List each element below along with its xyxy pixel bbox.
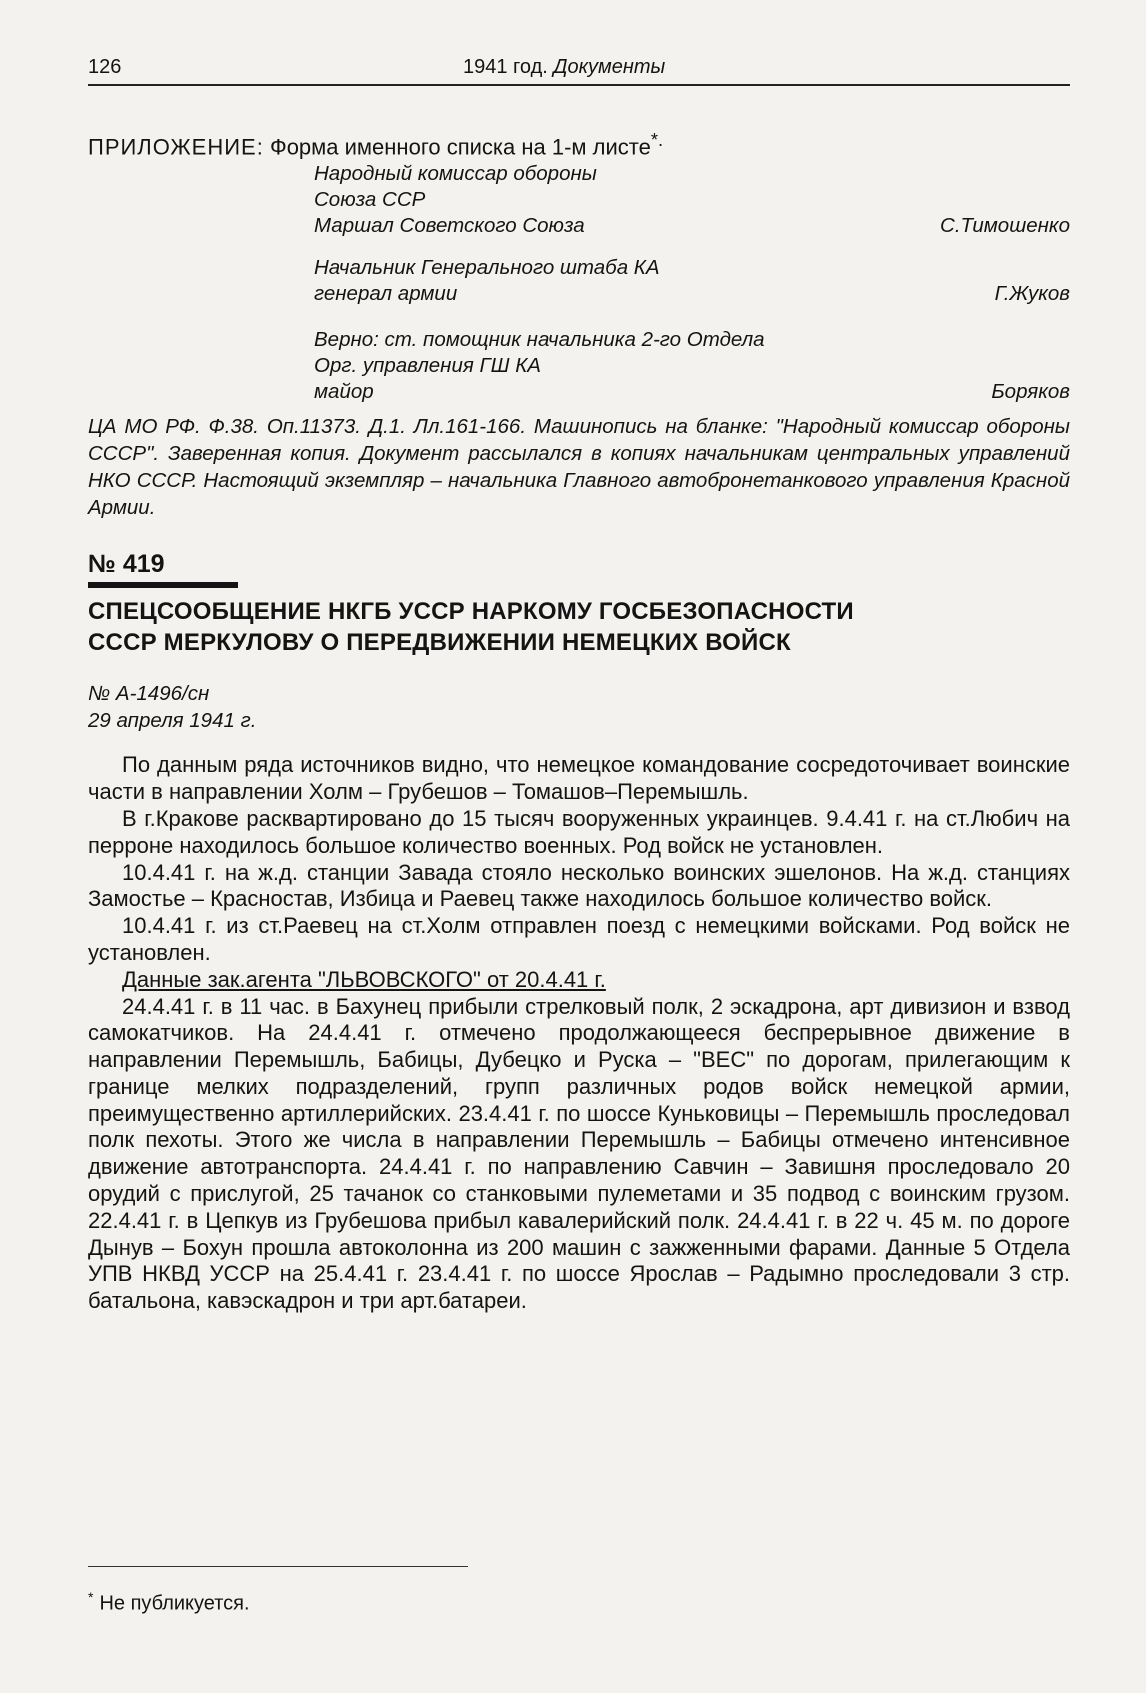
running-title: [463, 56, 665, 79]
signatory-name: Боряков: [991, 380, 1070, 404]
signature-line: Союза ССР: [314, 188, 426, 212]
agent-data-heading: Данные зак.агента "ЛЬВОВСКОГО" от 20.4.41 г.: [122, 966, 606, 992]
signature-line: Маршал Советского Союза: [314, 214, 585, 238]
document-title-line: СПЕЦСООБЩЕНИЕ НКГБ УССР НАРКОМУ ГОСБЕЗОПАСНОСТИ: [88, 598, 854, 626]
page-number: 126: [88, 56, 122, 78]
footnote: [88, 1584, 250, 1617]
body-paragraph: 24.4.41 г. в 11 час. в Бахунец прибыли стрелковый полк, 2 эскадрона, арт дивизион и взвод самокатчиков. На 24.4.41 г. отмечено продолжающееся беспрерывное движение в направлении Перемышль, Бабицы, Дубецко и Руска – "ВЕС" по дорогам, прилегающим к границе мелких подразделений, групп различных родов войск немецкой армии, преимущественно артиллерийских. 23.4.41 г. по шоссе Куньковицы – Перемышль проследовал полк пехоты. Этого же числа в направлении Перемышль – Бабицы отмечено интенсивное движение автотранспорта. 24.4.41 г. по направлению Савчин – Завишня проследовало 20 орудий с прислугой, 25 тачанок со станковыми пулеметами и 35 подвод с воинским грузом. 22.4.41 г. в Цепкув из Грубешова прибыл кавалерийский полк. 24.4.41 г. в 22 ч. 45 м. по дороге Дынув – Бохун прошла автоколонна из 200 машин с зажженными фарами. Данные 5 Отдела УПВ НКВД УССР на 25.4.41 г. 23.4.41 г. по шоссе Ярослав – Радымно проследовали 3 стр. батальона, кавэскадрон и три арт.батареи.: [88, 993, 1070, 1314]
signatory-name: С.Тимошенко: [940, 214, 1070, 238]
document-meta: [88, 680, 1070, 734]
body-paragraph: В г.Кракове расквартировано до 15 тысяч вооруженных украинцев. 9.4.41 г. на ст.Любич на перроне находилось большое количество военных. Род войск не установлен.: [88, 805, 1070, 858]
signature-line: Начальник Генерального штаба КА: [314, 256, 660, 280]
document-body: [88, 752, 1070, 1315]
appendix-line: [88, 126, 1070, 161]
document-title: [88, 596, 1070, 658]
signature-line: Народный комиссар обороны: [314, 162, 597, 186]
running-title-year: 1941 год.: [463, 56, 548, 78]
footnote-marker: *: [88, 1589, 94, 1605]
page: [88, 50, 1070, 1315]
certification-line: Верно: ст. помощник начальника 2-го Отдела: [314, 328, 765, 352]
signature-line: генерал армии: [314, 282, 458, 306]
document-number-bar: [88, 582, 238, 588]
certification-line: Орг. управления ГШ КА: [314, 354, 541, 378]
document-title-line: СССР МЕРКУЛОВУ О ПЕРЕДВИЖЕНИИ НЕМЕЦКИХ ВОЙСК: [88, 629, 791, 657]
running-title-rest: Документы: [553, 56, 666, 78]
body-paragraph: 10.4.41 г. из ст.Раевец на ст.Холм отправлен поезд с немецкими войсками. Род войск не установлен.: [88, 913, 1070, 965]
certification-line: майор: [314, 380, 374, 404]
archive-source-note: ЦА МО РФ. Ф.38. Оп.11373. Д.1. Лл.161-166. Машинопись на бланке: "Народный комиссар обороны СССР". Заверенная копия. Документ рассылался в копиях начальникам центральных управлений НКО СССР. Настоящий экземпляр – начальника Главного автобронетанкового управления Красной Армии.: [88, 415, 1070, 520]
document-number: № 419: [88, 550, 165, 579]
appendix-caption: ПРИЛОЖЕНИЕ:: [88, 134, 264, 160]
body-paragraph: По данным ряда источников видно, что немецкое командование сосредоточивает воинские части в направлении Холм – Грубешов – Томашов–Перемышль.: [88, 752, 1070, 805]
document-date: 29 апреля 1941 г.: [88, 709, 257, 733]
footnote-text: Не публикуется.: [99, 1592, 250, 1615]
header-rule: [88, 84, 1070, 86]
signature-block: [314, 161, 1070, 405]
running-head: [88, 50, 1070, 84]
appendix-text: Форма именного списка на 1-м листе: [269, 134, 651, 160]
footnote-mark: *.: [650, 129, 664, 150]
footnote-rule: [88, 1566, 468, 1567]
signatory-name: Г.Жуков: [994, 282, 1070, 306]
document-reference: № А-1496/сн: [88, 682, 210, 706]
body-paragraph: 10.4.41 г. на ж.д. станции Завада стояло несколько воинских эшелонов. На ж.д. станциях Замостье – Красностав, Избица и Раевец также находилось большое количество войск.: [88, 859, 1070, 912]
